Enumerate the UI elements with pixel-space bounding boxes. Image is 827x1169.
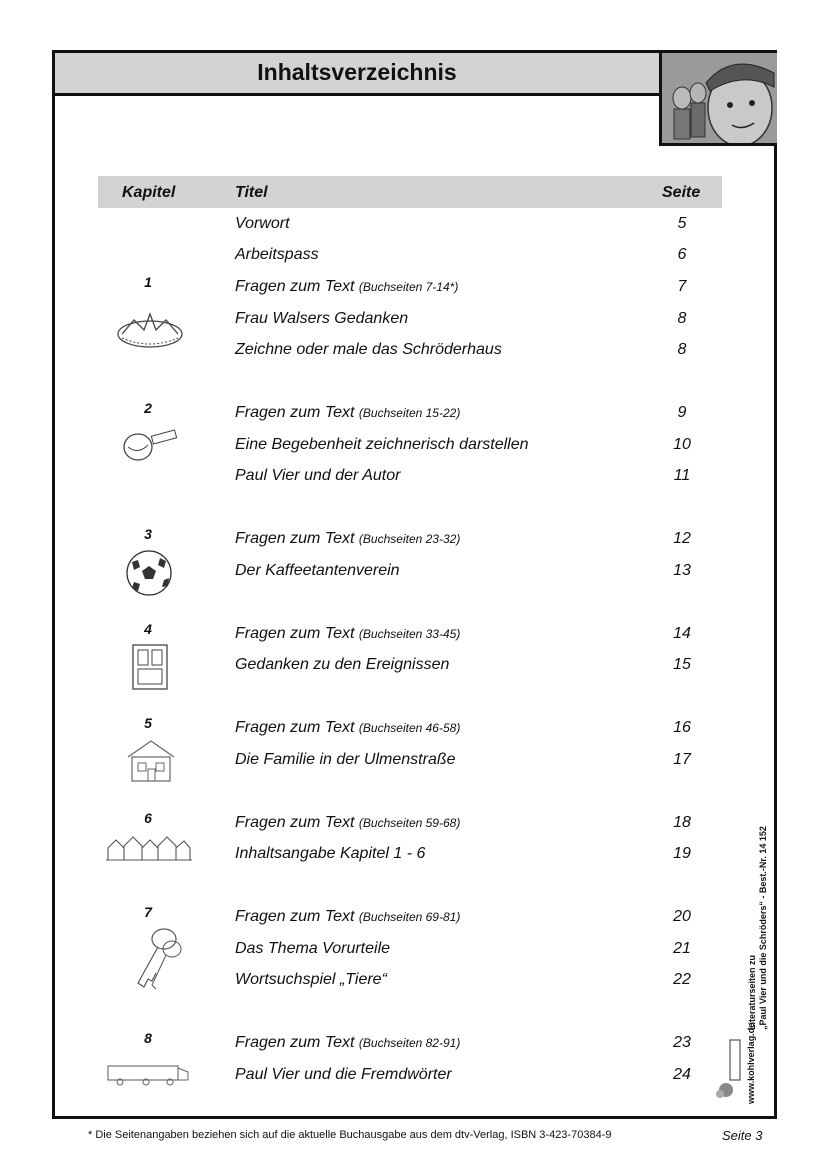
magnifier-icon [120,425,182,467]
row-title: Das Thema Vorurteile [235,940,391,957]
row-title: Die Familie in der Ulmenstraße [235,751,456,768]
row-page: 14 [673,625,691,642]
chapter-number: 8 [144,1030,152,1046]
row-title: Fragen zum Text (Buchseiten 69-81) [235,908,461,925]
row-page: 21 [673,940,691,957]
row-title: Gedanken zu den Ereignissen [235,656,450,673]
row-page: 8 [677,310,687,327]
cover-illustration [659,53,777,146]
row-title: Wortsuchspiel „Tiere“ [235,971,387,988]
row-page: 16 [673,719,691,736]
chapter-number: 3 [144,526,152,542]
row-title: Zeichne oder male das Schröderhaus [235,341,502,358]
row-title: Arbeitspass [235,246,319,263]
page-title: Inhaltsverzeichnis [257,59,457,85]
row-page: 13 [673,562,691,579]
footnote: * Die Seitenangaben beziehen sich auf die aktuelle Buchausgabe aus dem dtv-Verlag, ISBN 3-423-70384-9 [88,1129,612,1141]
row-page: 15 [673,656,691,673]
header-seite: Seite [662,184,701,201]
row-title: Fragen zum Text (Buchseiten 7-14*) [235,278,459,295]
book-title: „Paul Vier und die Schröders“ - Best.-Nr. 14 152 [758,826,768,1030]
row-page: 17 [673,751,691,768]
row-page: 20 [673,908,691,925]
row-page: 9 [677,404,687,421]
row-page: 18 [673,814,691,831]
publisher-url: www.kohlverlag.de [746,1022,756,1104]
page-number: Seite 3 [722,1128,763,1143]
train-icon [106,1060,192,1086]
row-title: Fragen zum Text (Buchseiten 59-68) [235,814,461,831]
row-title: Frau Walsers Gedanken [235,310,409,327]
row-title: Paul Vier und der Autor [235,467,401,484]
row-page: 11 [673,467,691,484]
house-icon [124,737,178,785]
table-header [98,176,722,208]
series-title: Literaturseiten zu [747,954,757,1030]
window-icon [130,642,170,692]
title-bar [55,53,659,96]
row-page: 12 [673,530,691,547]
row-title: Eine Begebenheit zeichnerisch darstellen [235,436,529,453]
row-page: 22 [673,971,691,988]
houses-row-icon [106,832,192,862]
chapter-number: 2 [144,400,152,416]
row-title: Fragen zum Text (Buchseiten 15-22) [235,404,461,421]
header-kapitel: Kapitel [122,184,176,201]
row-title: Fragen zum Text (Buchseiten 46-58) [235,719,461,736]
row-page: 5 [677,215,687,232]
row-title: Fragen zum Text (Buchseiten 23-32) [235,530,461,547]
row-page: 7 [677,278,687,295]
chapter-number: 5 [144,715,152,731]
row-page: 23 [673,1034,691,1051]
row-page: 10 [673,436,691,453]
row-page: 6 [677,246,687,263]
chapter-number: 7 [144,904,152,920]
row-title: Inhaltsangabe Kapitel 1 - 6 [235,845,426,862]
row-title: Fragen zum Text (Buchseiten 33-45) [235,625,461,642]
row-title: Vorwort [235,215,290,232]
row-page: 8 [677,341,687,358]
row-page: 19 [673,845,691,862]
row-title: Paul Vier und die Fremdwörter [235,1066,452,1083]
chapter-number: 1 [144,274,152,290]
football-icon [124,548,174,598]
crown-icon [114,306,186,352]
row-title: Der Kaffeetantenverein [235,562,400,579]
chapter-number: 6 [144,810,152,826]
row-title: Fragen zum Text (Buchseiten 82-91) [235,1034,461,1051]
keys-icon [126,925,186,993]
chapter-number: 4 [144,621,152,637]
header-titel: Titel [235,184,268,201]
row-page: 24 [673,1066,691,1083]
kohl-logo-icon [716,1036,744,1106]
